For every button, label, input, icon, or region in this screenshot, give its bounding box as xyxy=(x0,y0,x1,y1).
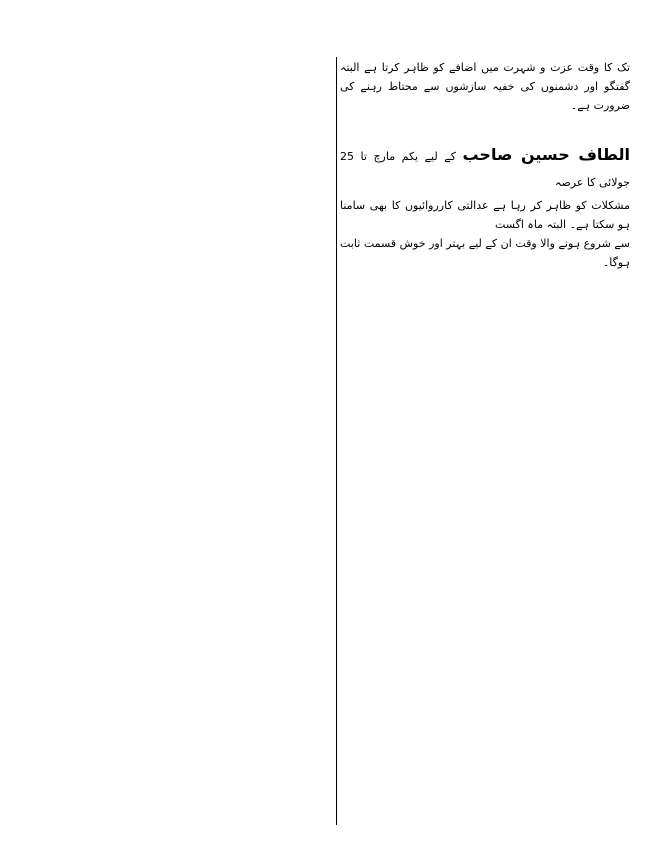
paragraph-2 xyxy=(340,142,630,272)
column-divider xyxy=(336,57,337,825)
right-text-column xyxy=(340,58,630,272)
paragraph-1: تک کا وقت عزت و شہرت میں اضافے کو ظاہر کرتا ہے البتہ گفتگو اور دشمنوں کی خفیہ سازشوں سے محتاط رہنے کی ضرورت ہے۔ xyxy=(340,61,630,112)
person-name-headline: الطاف حسین صاحب xyxy=(462,145,631,164)
paragraph-2-first-line xyxy=(340,142,630,196)
paragraph-2-line-3: سے شروع ہونے والا وقت ان کے لیے بہتر اور خوش قسمت ثابت ہوگا۔ xyxy=(340,237,630,269)
paragraph-2-line-2: مشکلات کو ظاہر کر رہا ہے عدالتی کارروائیوں کا بھی سامنا ہو سکتا ہے۔ البتہ ماہ اگست xyxy=(340,199,630,231)
paragraph-2-line-1-text: کے لیے یکم مارچ تا 25 جولائی کا عرصہ xyxy=(340,150,630,189)
